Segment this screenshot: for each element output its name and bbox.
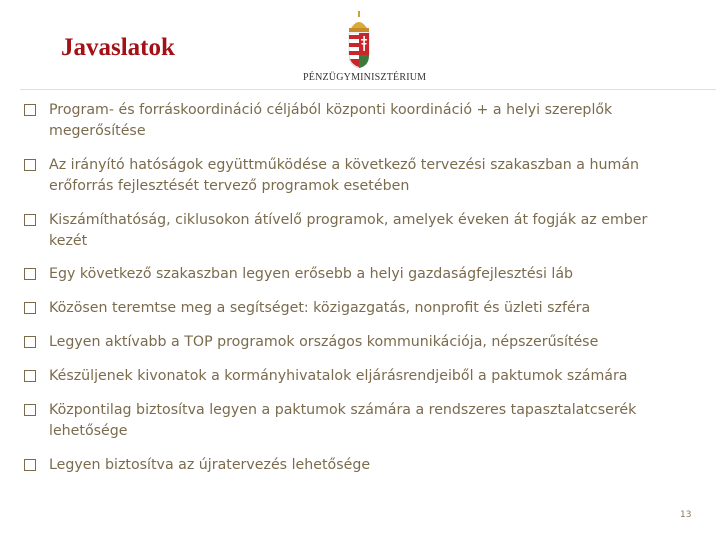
slide-title: Javaslatok [61, 34, 175, 61]
bullet-item: Közösen teremtse meg a segítséget: közigazgatás, nonprofit és üzleti szféra [24, 298, 684, 319]
checkbox-bullet-icon [24, 302, 36, 314]
checkbox-bullet-icon [24, 459, 36, 471]
bullet-item: Az irányító hatóságok együttműködése a következő tervezési szakaszban a humán erőforrás fejlesztését tervező programok esetében [24, 155, 684, 197]
checkbox-bullet-icon [24, 159, 36, 171]
bullet-item: Program- és forráskoordináció céljából központi koordináció + a helyi szereplők megerősítése [24, 100, 684, 142]
ministry-name: PÉNZÜGYMINISZTÉRIUM [303, 72, 427, 83]
bullet-item: Kiszámíthatóság, ciklusokon átívelő programok, amelyek éveken át fogják az ember kezét [24, 210, 684, 252]
bullet-item: Legyen biztosítva az újratervezés lehetősége [24, 455, 684, 476]
bullet-item: Legyen aktívabb a TOP programok országos kommunikációja, népszerűsítése [24, 332, 684, 353]
checkbox-bullet-icon [24, 214, 36, 226]
page-number: 13 [680, 510, 692, 520]
bullet-item: Központilag biztosítva legyen a paktumok számára a rendszeres tapasztalatcserék lehetősége [24, 400, 684, 442]
checkbox-bullet-icon [24, 336, 36, 348]
checkbox-bullet-icon [24, 268, 36, 280]
header-divider [20, 89, 716, 90]
checkbox-bullet-icon [24, 404, 36, 416]
bullet-item: Készüljenek kivonatok a kormányhivatalok eljárásrendjeiből a paktumok számára [24, 366, 684, 387]
checkbox-bullet-icon [24, 104, 36, 116]
bullet-item: Egy következő szakaszban legyen erősebb a helyi gazdaságfejlesztési láb [24, 264, 684, 285]
checkbox-bullet-icon [24, 370, 36, 382]
